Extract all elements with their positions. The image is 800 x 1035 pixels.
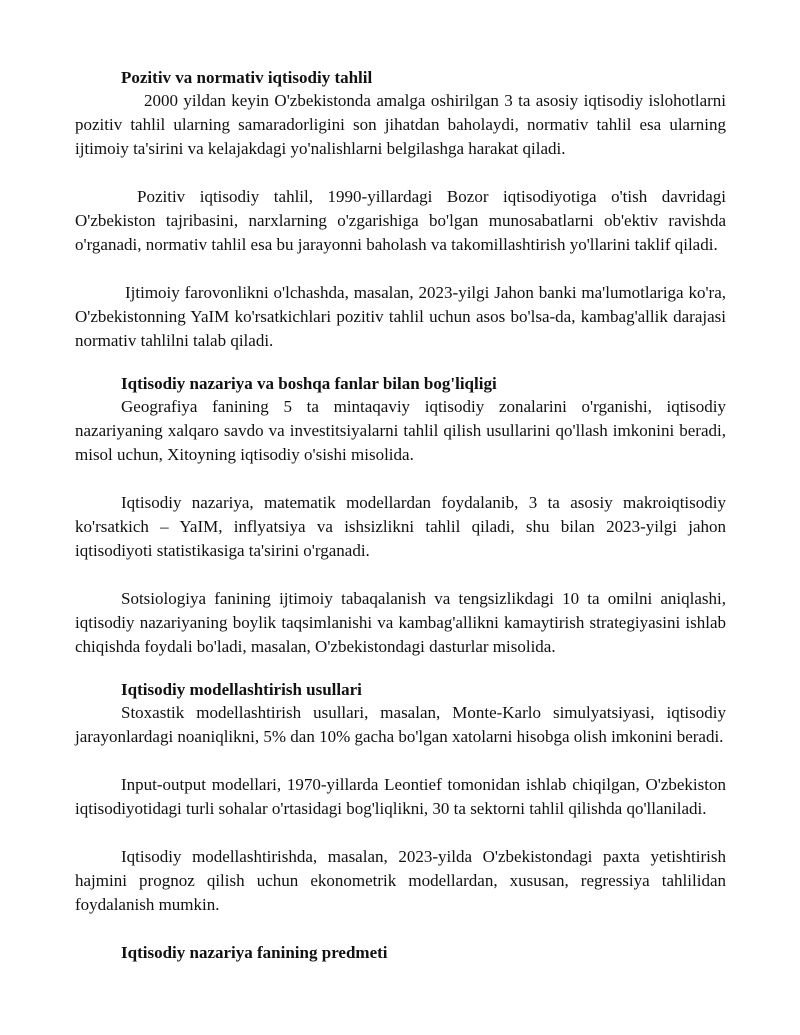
section-heading-related-sciences: Iqtisodiy nazariya va boshqa fanlar bilan bog'liqligi bbox=[121, 374, 497, 393]
paragraph: Input-output modellari, 1970-yillarda Leontief tomonidan ishlab chiqilgan, O'zbekiston iqtisodiyotidagi turli sohalar o'rtasidagi bog'liqlikni, 30 ta sektorni tahlil qilishda qo'llaniladi. bbox=[75, 775, 726, 818]
paragraph: Stoxastik modellashtirish usullari, masalan, Monte-Karlo simulyatsiyasi, iqtisodiy jarayonlardagi noaniqlikni, 5% dan 10% gacha bo'lgan xatolarni hisobga olish imkonini beradi. bbox=[75, 703, 726, 746]
section-heading-subject: Iqtisodiy nazariya fanining predmeti bbox=[121, 943, 388, 962]
paragraph: 2000 yildan keyin O'zbekistonda amalga oshirilgan 3 ta asosiy iqtisodiy islohotlarni pozitiv tahlil ularning samaradorligini son jihatdan baholaydi, normativ tahlil esa ularning ijtimoiy ta'sirini va kelajakdagi yo'nalishlarni belgilashga harakat qiladi. bbox=[75, 91, 726, 158]
document-page bbox=[75, 66, 726, 964]
paragraph: Pozitiv iqtisodiy tahlil, 1990-yillardagi Bozor iqtisodiyotiga o'tish davridagi O'zbekiston tajribasini, narxlarning o'zgarishiga bo'lgan munosabatlarni ob'ektiv ravishda o'rganadi, normativ tahlil esa bu jarayonni baholash va takomillashtirish yo'llarini taklif qiladi. bbox=[75, 187, 726, 254]
section-heading-positive-normative: Pozitiv va normativ iqtisodiy tahlil bbox=[121, 68, 373, 87]
paragraph: Iqtisodiy nazariya, matematik modellardan foydalanib, 3 ta asosiy makroiqtisodiy ko'rsatkich – YaIM, inflyatsiya va ishsizlikni tahlil qiladi, shu bilan 2023-yilgi jahon iqtisodiyoti statistikasiga ta'sirini o'rganadi. bbox=[75, 493, 726, 560]
paragraph: Sotsiologiya fanining ijtimoiy tabaqalanish va tengsizlikdagi 10 ta omilni aniqlashi, iqtisodiy nazariyaning boylik taqsimlanishi va kambag'allikni kamaytirish strategiyasini ishlab chiqishda foydali bo'ladi, masalan, O'zbekistondagi dasturlar misolida. bbox=[75, 589, 726, 656]
paragraph: Geografiya fanining 5 ta mintaqaviy iqtisodiy zonalarini o'rganishi, iqtisodiy nazariyaning xalqaro savdo va investitsiyalarni tahlil qilish usullarini qo'llash imkonini beradi, misol uchun, Xitoyning iqtisodiy o'sishi misolida. bbox=[75, 397, 726, 464]
paragraph: Ijtimoiy farovonlikni o'lchashda, masalan, 2023-yilgi Jahon banki ma'lumotlariga ko'ra, O'zbekistonning YaIM ko'rsatkichlari pozitiv tahlil uchun asos bo'lsa-da, kambag'allik darajasi normativ tahlilni talab qiladi. bbox=[75, 283, 726, 350]
section-heading-modelling-methods: Iqtisodiy modellashtirish usullari bbox=[121, 680, 362, 699]
paragraph: Iqtisodiy modellashtirishda, masalan, 2023-yilda O'zbekistondagi paxta yetishtirish hajmini prognoz qilish uchun ekonometrik modellardan, xususan, regressiya tahlilidan foydalanish mumkin. bbox=[75, 847, 726, 914]
